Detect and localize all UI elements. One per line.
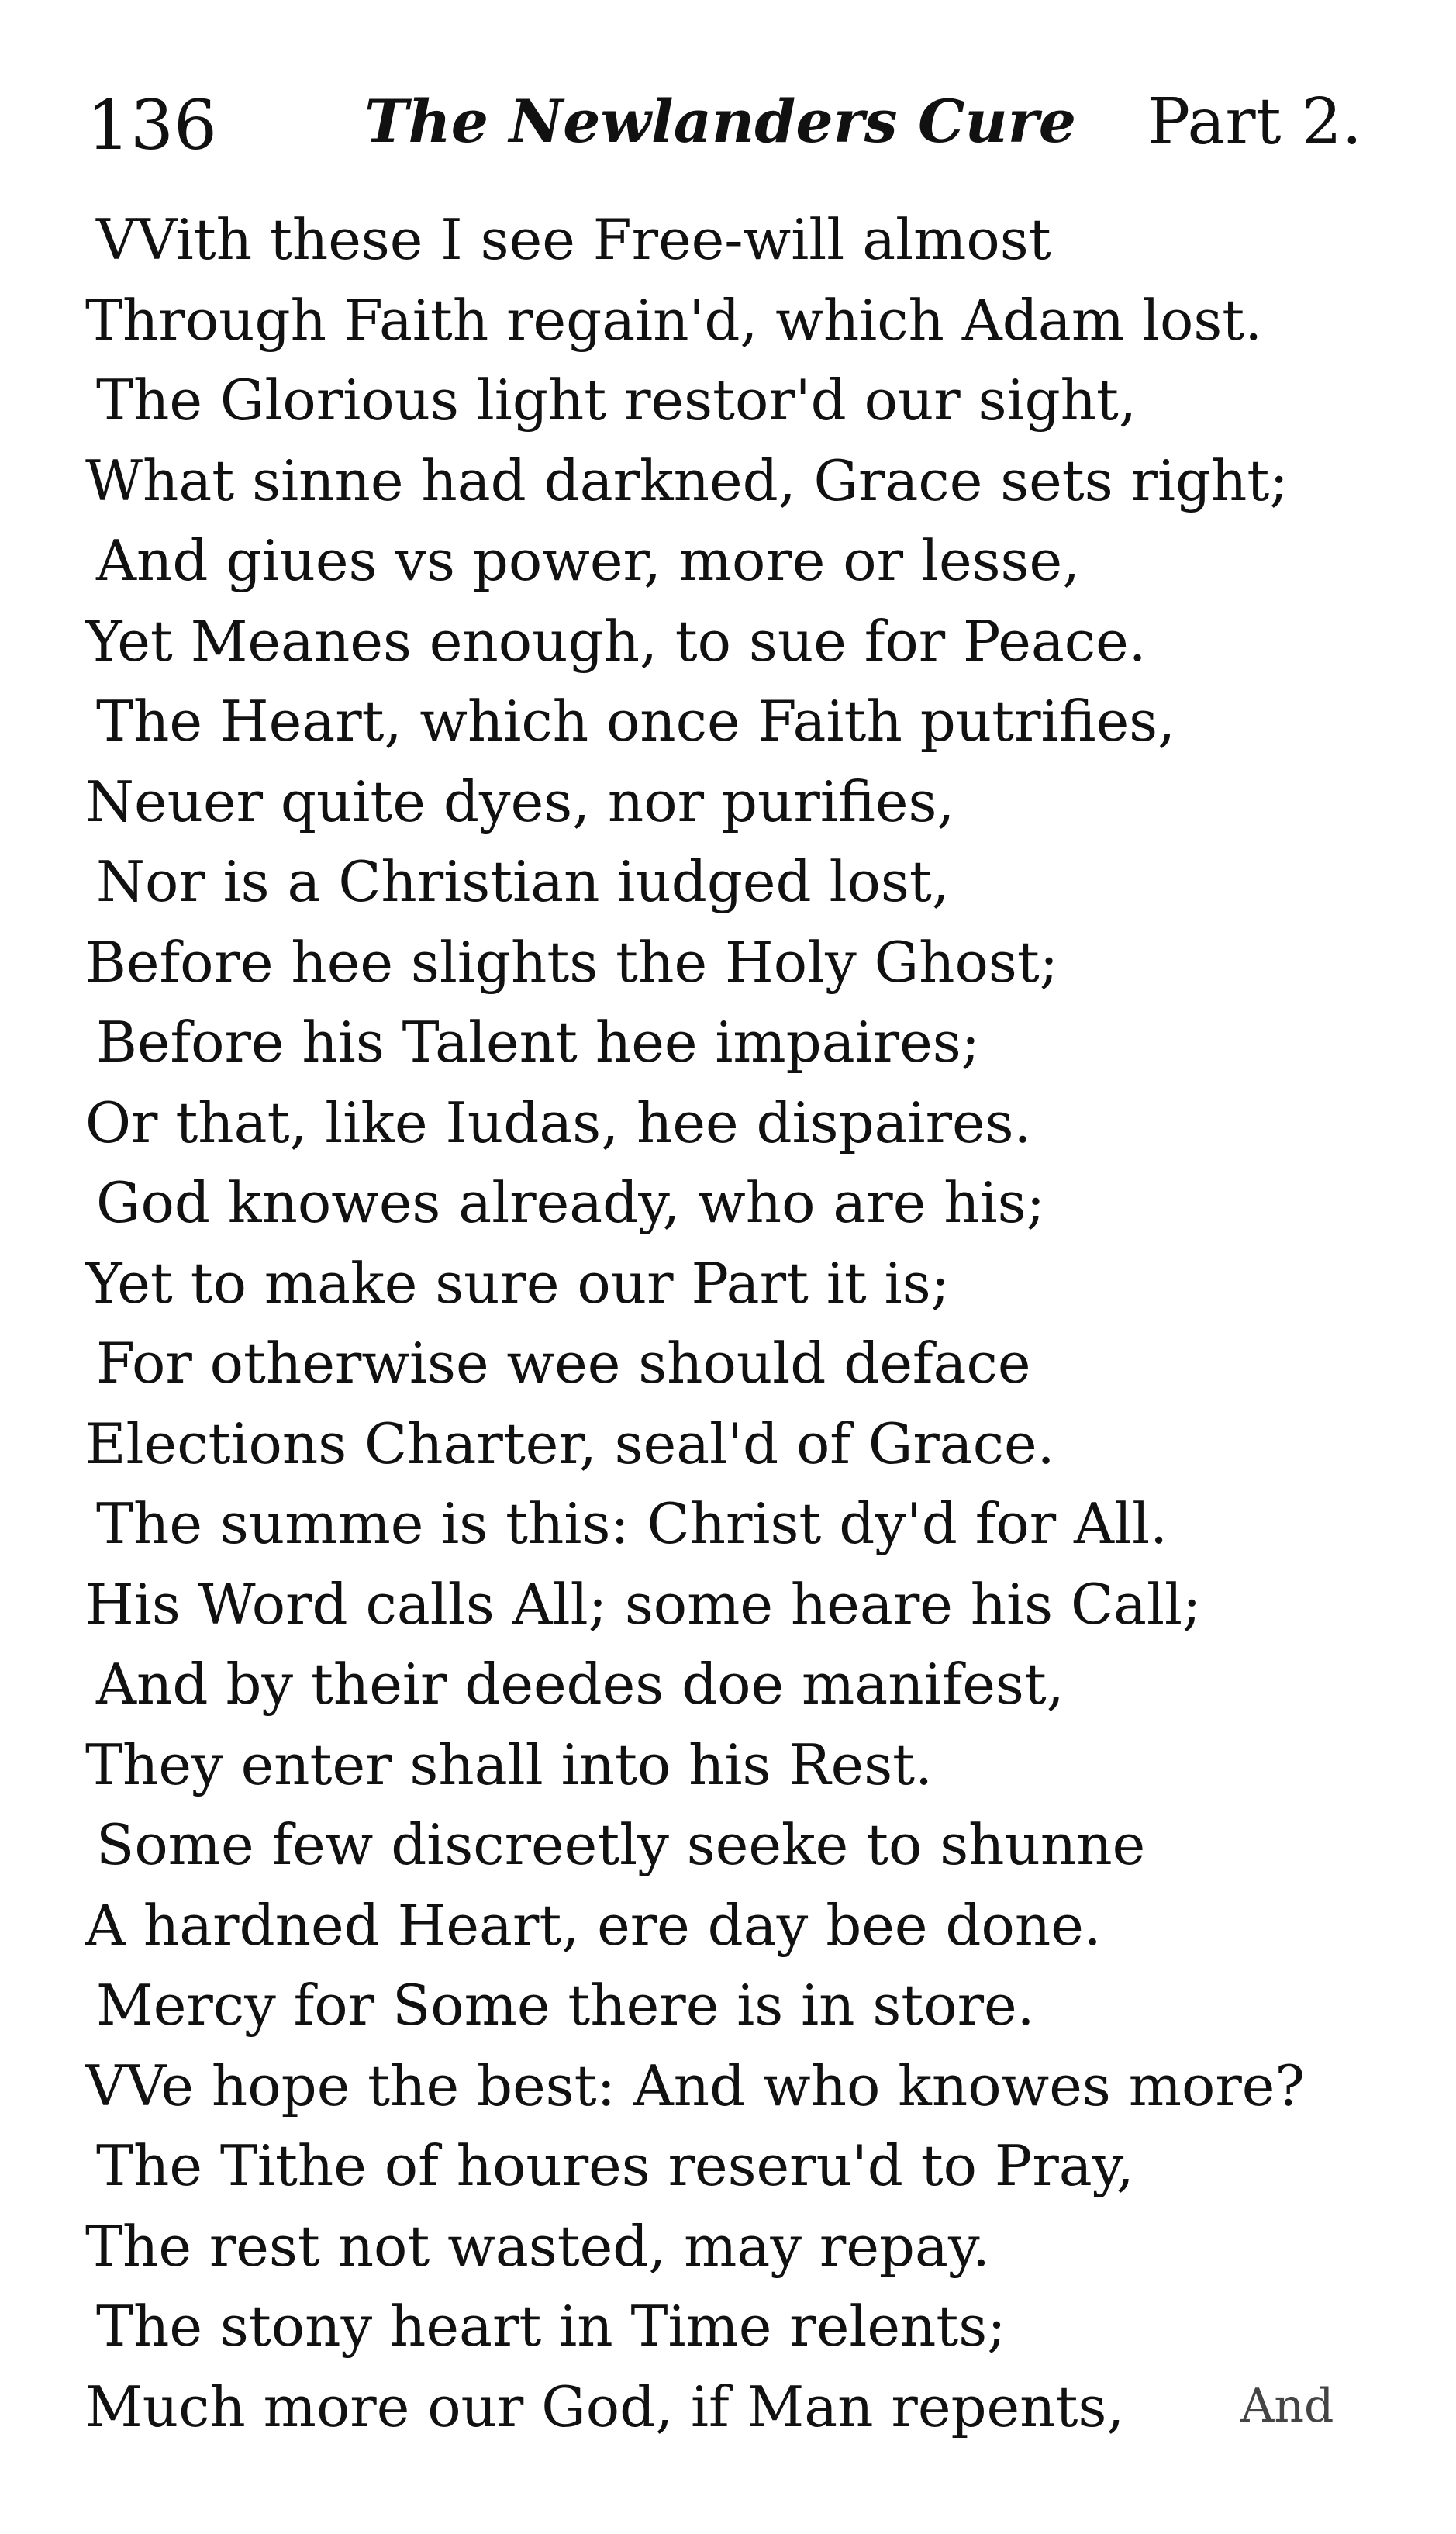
verse-line: God knowes already, who are his; <box>96 1170 1045 1235</box>
verse-line: Or that, like Iudas, hee dispaires. <box>85 1089 1032 1155</box>
verse-line: Before hee slights the Holy Ghost; <box>85 929 1059 995</box>
verse-line: They enter shall into his Rest. <box>85 1731 933 1797</box>
verse-line: And by their deedes doe manifest, <box>96 1652 1064 1717</box>
verse-line: VVe hope the best: And who knowes more? <box>85 2052 1305 2118</box>
page-number: 136 <box>87 85 217 165</box>
verse-line: Neuer quite dyes, nor purifies, <box>85 768 955 834</box>
verse-line: The stony heart in Time relents; <box>96 2294 1006 2359</box>
verse-line: The Glorious light restor'd our sight, <box>96 368 1137 433</box>
verse-line: Through Faith regain'd, which Adam lost. <box>85 287 1263 353</box>
verse-line: And giues vs power, more or lesse, <box>96 528 1080 593</box>
running-header <box>0 85 1456 171</box>
verse-line: Before his Talent hee impaires; <box>96 1010 980 1075</box>
verse-line: The rest not wasted, may repay. <box>85 2213 990 2279</box>
part-label: Part 2. <box>1147 85 1362 159</box>
verse-line: What sinne had darkned, Grace sets right; <box>85 447 1289 513</box>
verse-line: His Word calls All; some heare his Call; <box>85 1571 1202 1637</box>
verse-line: The Heart, which once Faith putrifies, <box>96 689 1176 754</box>
verse-line: A hardned Heart, ere day bee done. <box>85 1892 1102 1958</box>
verse-body <box>85 200 1403 2447</box>
verse-line: Elections Charter, seal'd of Grace. <box>85 1410 1055 1476</box>
verse-line: Much more our God, if Man repents, <box>85 2373 1125 2439</box>
verse-line: VVith these I see Free-will almost <box>96 207 1051 272</box>
verse-line: Mercy for Some there is in store. <box>96 1973 1035 2038</box>
verse-line: The Tithe of houres reseru'd to Pray, <box>96 2133 1134 2198</box>
verse-line: Yet to make sure our Part it is; <box>85 1250 950 1316</box>
verse-line: The summe is this: Christ dy'd for All. <box>96 1491 1168 1556</box>
verse-line: For otherwise wee should deface <box>96 1331 1031 1396</box>
verse-line: Nor is a Christian iudged lost, <box>96 849 950 914</box>
verse-line: Yet Meanes enough, to sue for Peace. <box>85 608 1147 674</box>
verse-line: Some few discreetly seeke to shunne <box>96 1812 1146 1877</box>
catchword: And <box>1240 2379 1334 2433</box>
running-title: The Newlanders Cure <box>364 87 1077 156</box>
